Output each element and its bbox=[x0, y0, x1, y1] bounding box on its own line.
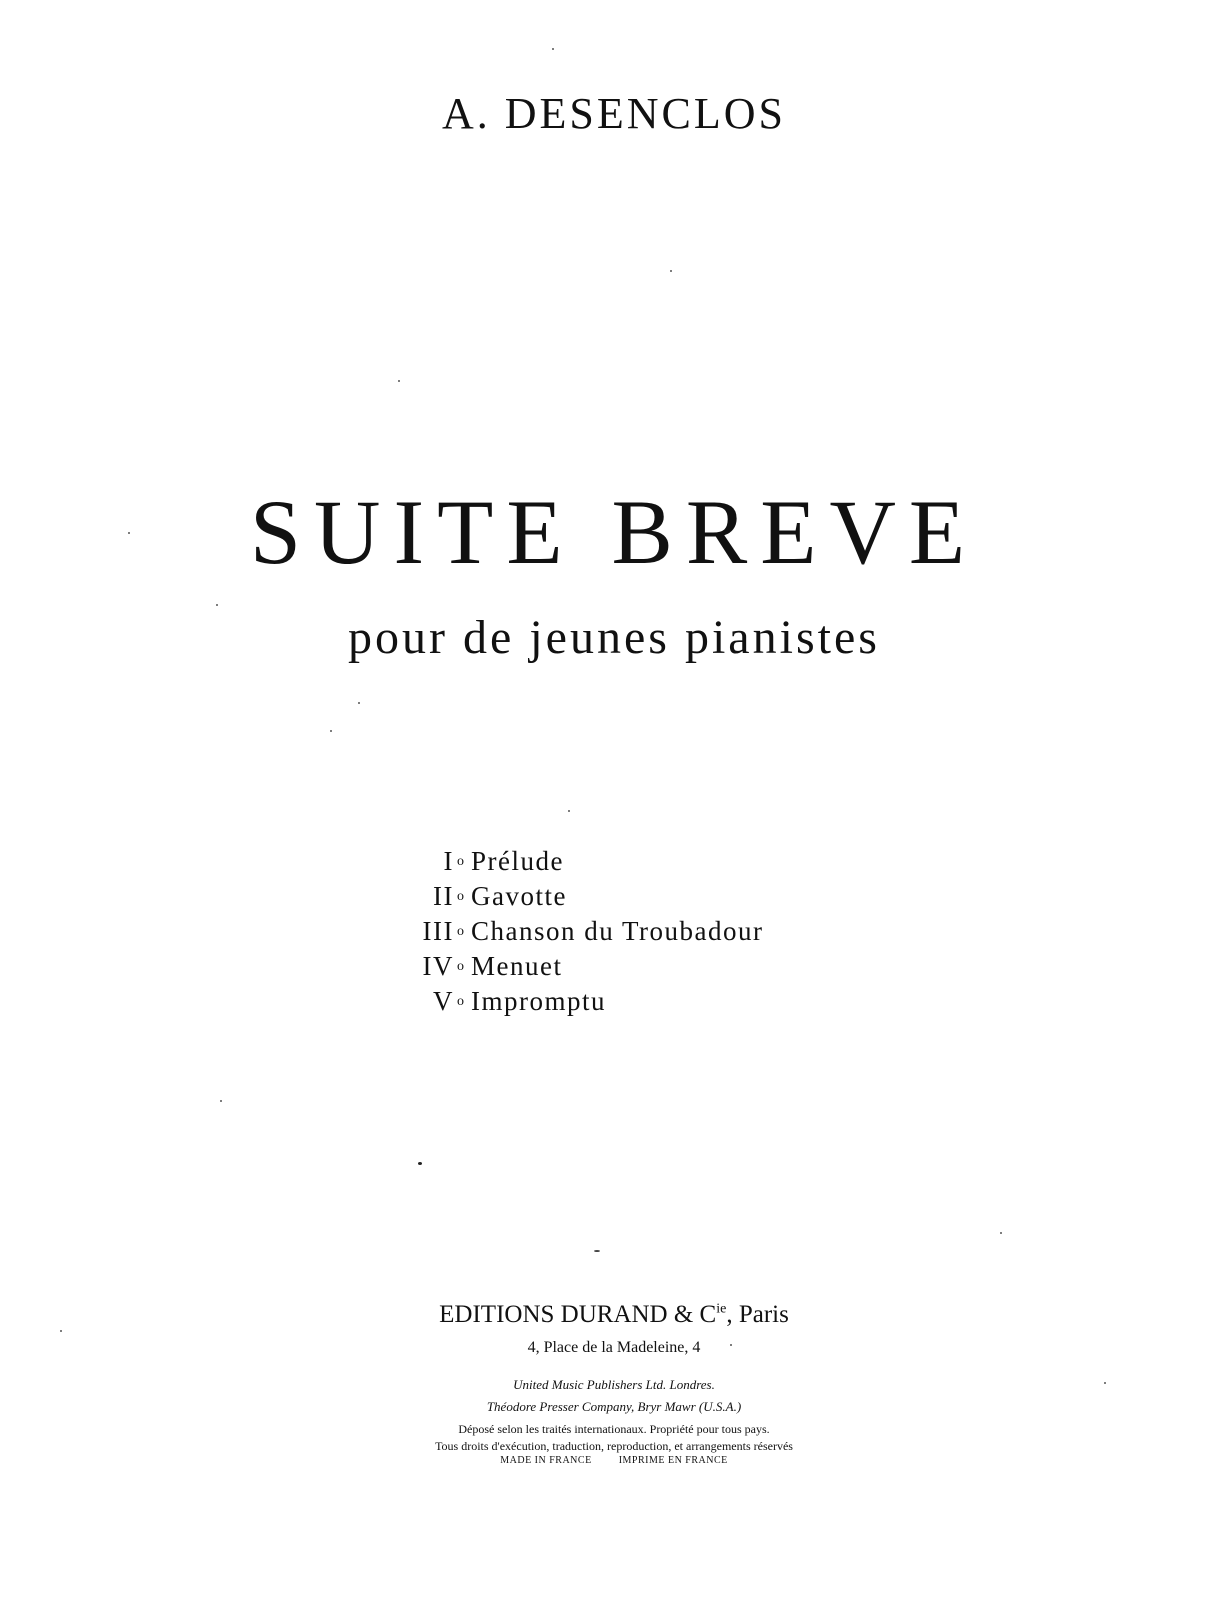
movement-separator: o bbox=[457, 994, 466, 1009]
movement-name: Menuet bbox=[471, 951, 563, 981]
movement-separator: o bbox=[457, 889, 466, 904]
scan-speck bbox=[220, 1100, 222, 1102]
made-in-english: MADE IN FRANCE bbox=[500, 1455, 592, 1466]
work-subtitle: pour de jeunes pianistes bbox=[348, 611, 880, 664]
scan-speck bbox=[418, 1162, 422, 1165]
movement-name: Gavotte bbox=[471, 881, 567, 911]
movement-number: II bbox=[433, 881, 454, 911]
publisher-name-city: , Paris bbox=[726, 1301, 789, 1328]
scan-speck bbox=[60, 1330, 62, 1332]
composer-name: A. DESENCLOS bbox=[441, 89, 787, 138]
movement-item bbox=[0, 984, 1228, 1019]
agent-line: Théodore Presser Company, Bryr Mawr (U.S.A.) bbox=[486, 1399, 742, 1414]
scan-speck bbox=[730, 1344, 732, 1346]
scan-speck bbox=[552, 48, 554, 50]
publisher-name-main: EDITIONS DURAND & C bbox=[439, 1301, 717, 1328]
movement-name: Chanson du Troubadour bbox=[471, 916, 764, 946]
rights-line: Déposé selon les traités internationaux. Propriété pour tous pays. bbox=[458, 1422, 770, 1436]
scan-speck bbox=[568, 810, 570, 812]
scan-speck bbox=[1104, 1382, 1106, 1384]
movement-number: IV bbox=[422, 951, 454, 981]
work-title: SUITE BREVE bbox=[249, 481, 979, 583]
agent-line: United Music Publishers Ltd. Londres. bbox=[513, 1377, 715, 1392]
movement-item bbox=[0, 879, 1228, 914]
movement-item bbox=[0, 949, 1228, 984]
scan-speck bbox=[358, 702, 360, 704]
movement-name: Prélude bbox=[471, 846, 564, 876]
scan-speck bbox=[216, 604, 218, 606]
movement-item bbox=[0, 914, 1228, 949]
movement-list bbox=[0, 844, 1228, 1019]
scan-speck bbox=[1000, 1232, 1002, 1234]
rights-line: Tous droits d'exécution, traduction, reproduction, et arrangements réservés bbox=[435, 1439, 793, 1453]
publisher-address: 4, Place de la Madeleine, 4 bbox=[527, 1339, 701, 1356]
made-in-line bbox=[0, 1456, 1228, 1466]
movement-separator: o bbox=[457, 959, 466, 974]
scan-speck bbox=[330, 730, 332, 732]
made-in-french: IMPRIME EN FRANCE bbox=[618, 1455, 728, 1466]
movement-number: V bbox=[433, 986, 454, 1016]
publisher-name bbox=[0, 1302, 1228, 1327]
movement-separator: o bbox=[457, 924, 466, 939]
rights-block bbox=[0, 1421, 1228, 1455]
publisher-name-superscript: ie bbox=[716, 1301, 727, 1317]
scan-speck bbox=[128, 532, 130, 534]
agents-block bbox=[0, 1374, 1228, 1418]
scan-speck bbox=[398, 380, 400, 382]
movement-separator: o bbox=[457, 854, 466, 869]
movement-item bbox=[0, 844, 1228, 879]
scan-speck bbox=[594, 1250, 600, 1252]
movement-name: Impromptu bbox=[471, 986, 606, 1016]
movement-number: I bbox=[443, 846, 454, 876]
scan-speck bbox=[670, 270, 672, 272]
movement-number: III bbox=[422, 916, 454, 946]
